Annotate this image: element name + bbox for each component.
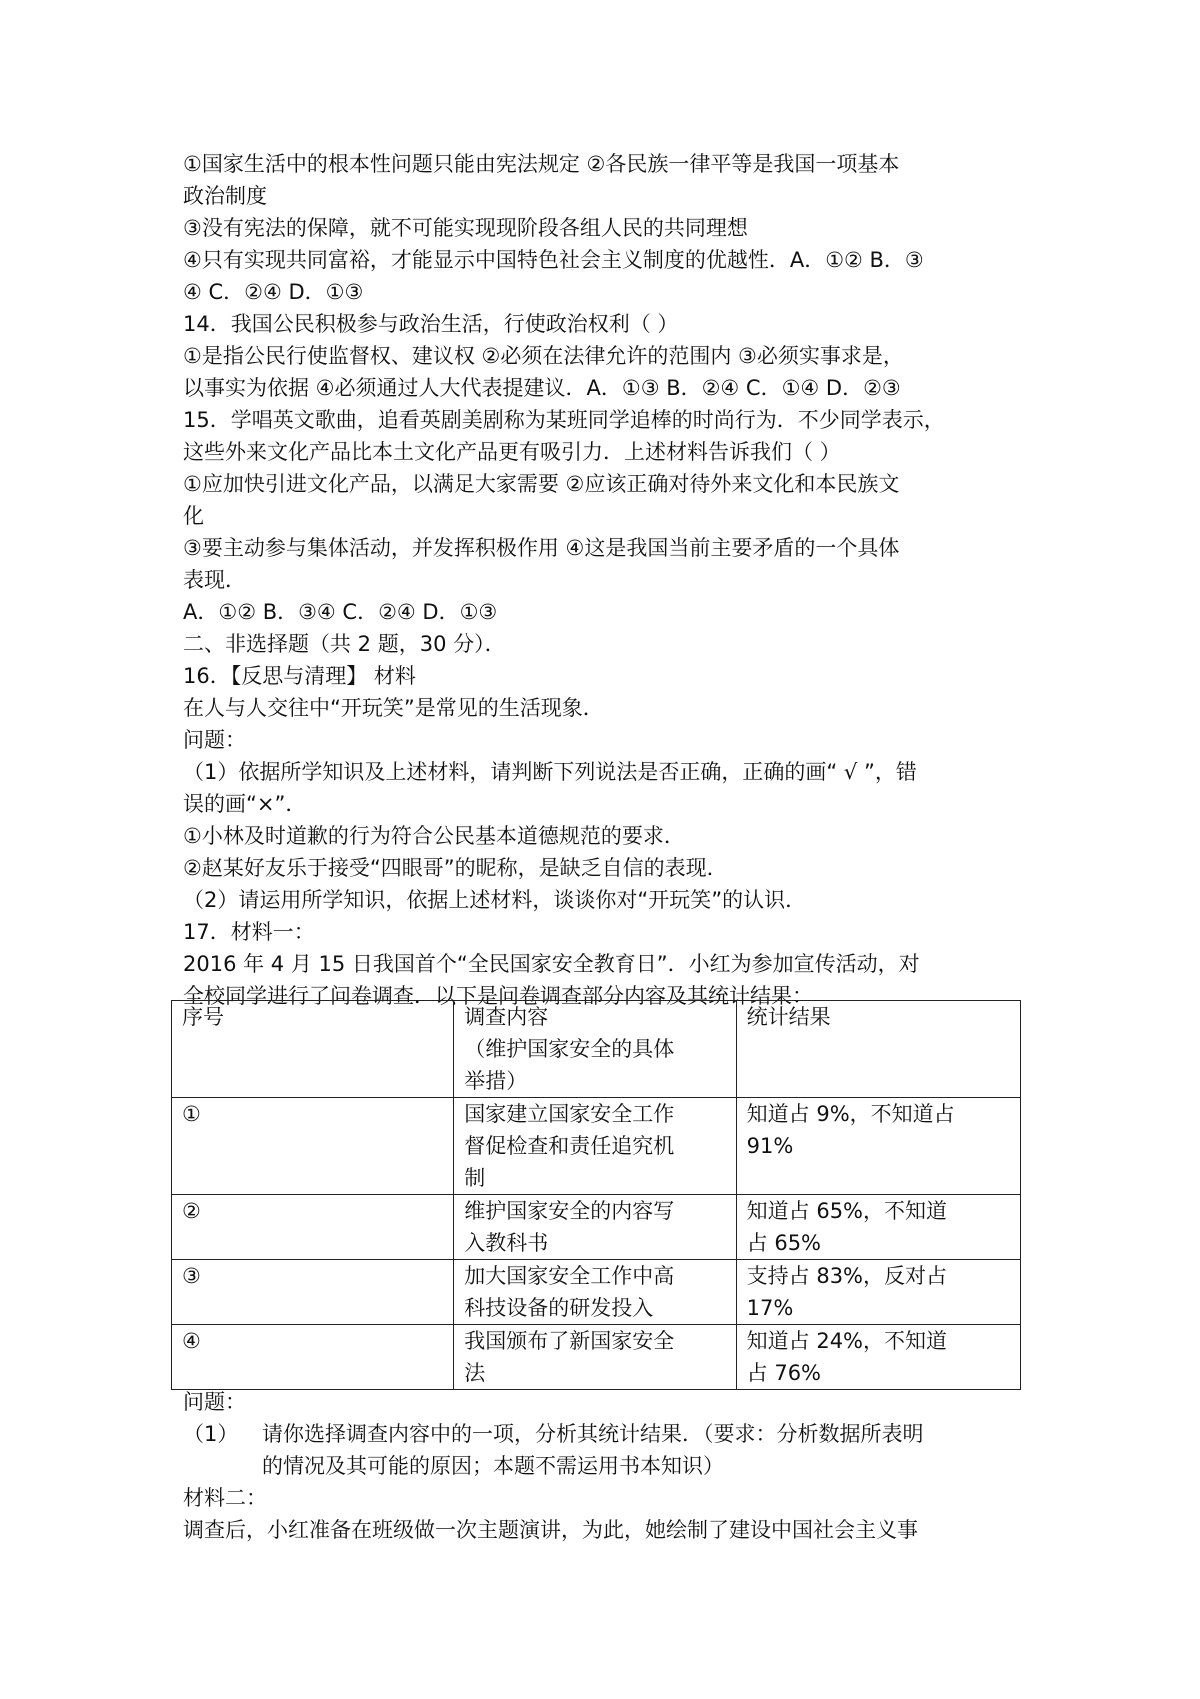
- row-content: 国家建立国家安全工作 督促检查和责任追究机 制: [454, 1098, 736, 1195]
- list-item: [183, 1418, 1023, 1482]
- text-line: 材料二：: [183, 1486, 267, 1510]
- table-row: [172, 1098, 1021, 1195]
- row-num: ①: [172, 1098, 454, 1195]
- row-result: 知道占 65%，不知道 占 65%: [736, 1195, 1020, 1260]
- row-result: 支持占 83%，反对占 17%: [736, 1260, 1020, 1325]
- question-16-title: 16．【反思与清理】 材料: [183, 664, 416, 688]
- row-num: ②: [172, 1195, 454, 1260]
- text-line: 全校同学进行了问卷调查．以下是问卷调查部分内容及其统计结果：: [183, 984, 813, 1008]
- text-line: 这些外来文化产品比本土文化产品更有吸引力．上述材料告诉我们（ ）: [183, 440, 841, 464]
- text-line: 误的画“×”．: [183, 792, 307, 816]
- text-line: ④ C．②④ D．①③: [183, 280, 364, 304]
- text-line: ①是指公民行使监督权、建议权 ②必须在法律允许的范围内 ③必须实事求是，: [183, 344, 904, 368]
- text-line: ②赵某好友乐于接受“四眼哥”的昵称，是缺乏自信的表现．: [183, 856, 728, 880]
- table-row: [172, 1325, 1021, 1390]
- row-content: 加大国家安全工作中高 科技设备的研发投入: [454, 1260, 736, 1325]
- exam-text-bottom: [183, 1386, 1023, 1546]
- row-num: ③: [172, 1260, 454, 1325]
- list-number: （1）: [183, 1422, 239, 1446]
- text-line: 化: [183, 504, 204, 528]
- text-line: 表现．: [183, 568, 246, 592]
- text-line: ③没有宪法的保障，就不可能实现现阶段各组人民的共同理想: [183, 216, 748, 240]
- header-cell-num: 序号: [172, 1001, 454, 1098]
- row-result: 知道占 9%，不知道占 91%: [736, 1098, 1020, 1195]
- row-result: 知道占 24%，不知道 占 76%: [736, 1325, 1020, 1390]
- text-line: 2016 年 4 月 15 日我国首个“全民国家安全教育日”．小红为参加宣传活动，对: [183, 952, 920, 976]
- row-content: 维护国家安全的内容写 入教科书: [454, 1195, 736, 1260]
- row-num: ④: [172, 1325, 454, 1390]
- text-line: ③要主动参与集体活动，并发挥积极作用 ④这是我国当前主要矛盾的一个具体: [183, 536, 900, 560]
- table-row: [172, 1195, 1021, 1260]
- text-line: 问题：: [183, 728, 246, 752]
- table-header-row: [172, 1001, 1021, 1098]
- row-content: 我国颁布了新国家安全 法: [454, 1325, 736, 1390]
- text-line: 在人与人交往中“开玩笑”是常见的生活现象．: [183, 696, 604, 720]
- table-row: [172, 1260, 1021, 1325]
- section-heading: 二、非选择题（共 2 题，30 分）．: [183, 632, 506, 656]
- exam-text-top: [183, 148, 1023, 1012]
- survey-table: [171, 1000, 1021, 1390]
- text-line: 以事实为依据 ④必须通过人大代表提建议．A．①③ B．②④ C．①④ D．②③: [183, 376, 901, 400]
- text-line: 政治制度: [183, 184, 267, 208]
- text-line: ①小林及时道歉的行为符合公民基本道德规范的要求．: [183, 824, 685, 848]
- text-line: （2）请运用所学知识，依据上述材料，谈谈你对“开玩笑”的认识．: [183, 888, 807, 912]
- text-line: A．①② B．③④ C．②④ D．①③: [183, 600, 498, 624]
- text-line: ④只有实现共同富裕，才能显示中国特色社会主义制度的优越性．A．①② B．③: [183, 248, 924, 272]
- question-15-title: 15．学唱英文歌曲，追看英剧美剧称为某班同学追棒的时尚行为．不少同学表示，: [183, 408, 945, 432]
- header-cell-result: 统计结果: [736, 1001, 1020, 1098]
- text-line: 的情况及其可能的原因；本题不需运用书本知识）: [262, 1454, 724, 1478]
- text-line: 调查后，小红准备在班级做一次主题演讲，为此，她绘制了建设中国社会主义事: [183, 1518, 918, 1542]
- text-line: 问题：: [183, 1390, 246, 1414]
- text-line: ①应加快引进文化产品，以满足大家需要 ②应该正确对待外来文化和本民族文: [183, 472, 900, 496]
- header-cell-content: 调查内容 （维护国家安全的具体 举措）: [454, 1001, 736, 1098]
- text-line: （1）依据所学知识及上述材料，请判断下列说法是否正确，正确的画“ √ ”，错: [183, 760, 917, 784]
- text-line: ①国家生活中的根本性问题只能由宪法规定 ②各民族一律平等是我国一项基本: [183, 152, 900, 176]
- question-17-title: 17．材料一：: [183, 920, 315, 944]
- text-line: 请你选择调查内容中的一项，分析其统计结果．（要求：分析数据所表明: [262, 1422, 924, 1446]
- question-14-title: 14．我国公民积极参与政治生活，行使政治权利（ ）: [183, 312, 679, 336]
